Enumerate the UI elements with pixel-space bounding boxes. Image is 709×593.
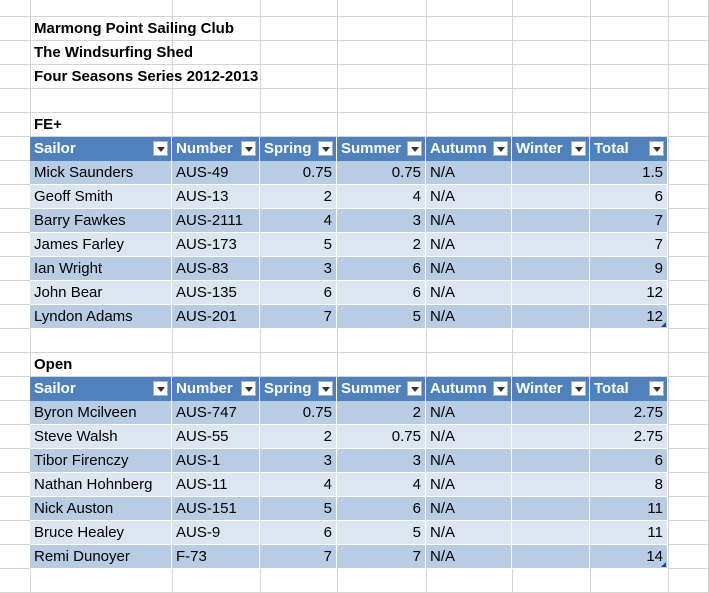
cell-autumn[interactable]	[426, 497, 512, 521]
cell-spring[interactable]	[260, 305, 337, 329]
cell-sailor[interactable]	[30, 161, 172, 185]
cell-total-text: 14	[646, 548, 663, 565]
cell-summer-text: 6	[412, 500, 421, 517]
cell-summer[interactable]	[337, 449, 426, 473]
header-autumn[interactable]	[426, 377, 512, 401]
header-number-text: Number	[176, 140, 233, 157]
cell-number-text: AUS-9	[176, 524, 221, 541]
cell-sailor[interactable]	[30, 545, 172, 569]
cell-total-text: 7	[654, 212, 663, 229]
cell-spring[interactable]	[260, 521, 337, 545]
cell-autumn[interactable]	[426, 401, 512, 425]
title-cell[interactable]	[30, 17, 337, 41]
cell-number[interactable]	[172, 161, 260, 185]
cell-total-text: 6	[654, 188, 663, 205]
title-cell[interactable]	[30, 41, 337, 65]
cell-spring-text: 0.75	[302, 164, 332, 181]
header-summer-text: Summer	[341, 140, 402, 157]
cell-summer[interactable]	[337, 473, 426, 497]
table-label[interactable]	[30, 353, 172, 377]
cell-total-text: 12	[646, 284, 663, 301]
cell-total[interactable]	[590, 449, 668, 473]
cell-autumn-text: N/A	[430, 260, 456, 277]
cell-number-text: AUS-173	[176, 236, 237, 253]
cell-number[interactable]	[172, 257, 260, 281]
cell-sailor[interactable]	[30, 473, 172, 497]
cell-number-text: AUS-13	[176, 188, 229, 205]
cell-summer[interactable]	[337, 497, 426, 521]
cell-sailor-text: Geoff Smith	[34, 188, 113, 205]
cell-winter[interactable]	[512, 305, 590, 329]
header-number[interactable]	[172, 137, 260, 161]
cell-autumn[interactable]	[426, 425, 512, 449]
cell-autumn-text: N/A	[430, 188, 456, 205]
cell-total[interactable]	[590, 305, 668, 329]
cell-sailor-text: Nathan Hohnberg	[34, 476, 153, 493]
cell-number[interactable]	[172, 233, 260, 257]
cell-number[interactable]	[172, 281, 260, 305]
cell-number-text: AUS-55	[176, 428, 229, 445]
cell-autumn-text: N/A	[430, 212, 456, 229]
cell-number[interactable]	[172, 521, 260, 545]
header-spring-text: Spring	[264, 380, 312, 397]
cell-autumn-text: N/A	[430, 236, 456, 253]
cell-spring-text: 6	[323, 524, 332, 541]
cell-summer-text: 3	[412, 452, 421, 469]
filter-dropdown-icon[interactable]	[241, 141, 256, 156]
cell-number[interactable]	[172, 305, 260, 329]
cell-sailor[interactable]	[30, 209, 172, 233]
cell-sailor[interactable]	[30, 257, 172, 281]
cell-summer[interactable]	[337, 233, 426, 257]
cell-total[interactable]	[590, 233, 668, 257]
cell-spring[interactable]	[260, 497, 337, 521]
cell-summer-text: 3	[412, 212, 421, 229]
cell-spring[interactable]	[260, 425, 337, 449]
cell-summer[interactable]	[337, 281, 426, 305]
cell-number[interactable]	[172, 185, 260, 209]
cell-number-text: AUS-201	[176, 308, 237, 325]
header-winter[interactable]	[512, 377, 590, 401]
table-label[interactable]	[30, 113, 172, 137]
cell-summer[interactable]	[337, 257, 426, 281]
header-total-text: Total	[594, 140, 629, 157]
cell-total-text: 11	[647, 524, 663, 541]
header-spring[interactable]	[260, 137, 337, 161]
cell-autumn[interactable]	[426, 209, 512, 233]
cell-autumn[interactable]	[426, 233, 512, 257]
filter-dropdown-icon[interactable]	[493, 141, 508, 156]
cell-autumn-text: N/A	[430, 476, 456, 493]
cell-autumn[interactable]	[426, 305, 512, 329]
cell-sailor-text: Steve Walsh	[34, 428, 118, 445]
cell-total[interactable]	[590, 257, 668, 281]
cell-summer[interactable]	[337, 425, 426, 449]
filter-dropdown-icon[interactable]	[407, 381, 422, 396]
cell-number[interactable]	[172, 401, 260, 425]
cell-summer-text: 6	[412, 260, 421, 277]
cell-spring[interactable]	[260, 473, 337, 497]
cell-winter[interactable]	[512, 161, 590, 185]
header-number-text: Number	[176, 380, 233, 397]
cell-number[interactable]	[172, 473, 260, 497]
cell-total[interactable]	[590, 425, 668, 449]
filter-dropdown-icon[interactable]	[649, 141, 664, 156]
title-cell-text: Marmong Point Sailing Club	[34, 20, 234, 37]
cell-total[interactable]	[590, 497, 668, 521]
cell-sailor-text: Ian Wright	[34, 260, 103, 277]
header-summer[interactable]	[337, 137, 426, 161]
cell-autumn-text: N/A	[430, 428, 456, 445]
cell-sailor[interactable]	[30, 305, 172, 329]
cell-spring-text: 0.75	[302, 404, 332, 421]
cell-autumn-text: N/A	[430, 284, 456, 301]
table-label-text: FE+	[34, 116, 62, 133]
cell-sailor-text: Bruce Healey	[34, 524, 125, 541]
cell-total[interactable]	[590, 401, 668, 425]
cell-autumn-text: N/A	[430, 452, 456, 469]
cell-number-text: AUS-49	[176, 164, 229, 181]
header-winter-text: Winter	[516, 140, 563, 157]
cell-winter[interactable]	[512, 281, 590, 305]
cell-spring-text: 5	[323, 500, 332, 517]
cell-total[interactable]	[590, 521, 668, 545]
cell-autumn[interactable]	[426, 281, 512, 305]
cell-spring[interactable]	[260, 281, 337, 305]
cell-total[interactable]	[590, 473, 668, 497]
cell-autumn[interactable]	[426, 545, 512, 569]
cell-spring-text: 3	[323, 452, 332, 469]
title-cell-text: The Windsurfing Shed	[34, 44, 194, 61]
cell-summer-text: 2	[412, 236, 421, 253]
cell-total-text: 1.5	[642, 164, 663, 181]
cell-number-text: F-73	[176, 548, 207, 565]
cell-number[interactable]	[172, 209, 260, 233]
cell-number-text: AUS-83	[176, 260, 229, 277]
cell-total-text: 9	[654, 260, 663, 277]
cell-number[interactable]	[172, 545, 260, 569]
header-sailor[interactable]	[30, 377, 172, 401]
cell-sailor-text: Nick Auston	[34, 500, 114, 517]
header-winter[interactable]	[512, 137, 590, 161]
filter-dropdown-icon[interactable]	[493, 381, 508, 396]
cell-summer[interactable]	[337, 401, 426, 425]
cell-summer-text: 7	[412, 548, 421, 565]
header-autumn-text: Autumn	[430, 380, 487, 397]
cell-winter[interactable]	[512, 425, 590, 449]
cell-spring-text: 6	[323, 284, 332, 301]
title-cell[interactable]	[30, 65, 337, 89]
table-resize-handle-icon[interactable]	[661, 322, 666, 327]
cell-spring[interactable]	[260, 257, 337, 281]
header-autumn-text: Autumn	[430, 140, 487, 157]
cell-number-text: AUS-135	[176, 284, 237, 301]
cell-sailor[interactable]	[30, 185, 172, 209]
cell-autumn[interactable]	[426, 161, 512, 185]
cell-spring-text: 2	[323, 428, 332, 445]
cell-spring[interactable]	[260, 233, 337, 257]
cell-spring[interactable]	[260, 401, 337, 425]
cell-spring-text: 4	[323, 212, 332, 229]
cell-spring-text: 7	[323, 548, 332, 565]
cell-total[interactable]	[590, 545, 668, 569]
cell-number-text: AUS-747	[176, 404, 237, 421]
header-spring[interactable]	[260, 377, 337, 401]
cell-total-text: 8	[654, 476, 663, 493]
cell-number[interactable]	[172, 425, 260, 449]
cell-sailor[interactable]	[30, 521, 172, 545]
cell-sailor-text: John Bear	[34, 284, 103, 301]
cell-sailor[interactable]	[30, 425, 172, 449]
header-sailor-text: Sailor	[34, 380, 76, 397]
header-summer[interactable]	[337, 377, 426, 401]
cell-sailor-text: Byron Mcilveen	[34, 404, 137, 421]
filter-dropdown-icon[interactable]	[153, 381, 168, 396]
cell-sailor[interactable]	[30, 281, 172, 305]
cell-total-text: 12	[646, 308, 663, 325]
cell-summer-text: 4	[412, 476, 421, 493]
cell-spring[interactable]	[260, 209, 337, 233]
cell-total-text: 2.75	[633, 428, 663, 445]
cell-winter[interactable]	[512, 185, 590, 209]
cell-spring-text: 4	[323, 476, 332, 493]
header-total[interactable]	[590, 137, 668, 161]
cell-summer-text: 0.75	[391, 428, 421, 445]
cell-sailor[interactable]	[30, 449, 172, 473]
header-spring-text: Spring	[264, 140, 312, 157]
table-label-text: Open	[34, 356, 73, 373]
cell-number[interactable]	[172, 449, 260, 473]
cell-total[interactable]	[590, 209, 668, 233]
header-total-text: Total	[594, 380, 629, 397]
header-summer-text: Summer	[341, 380, 402, 397]
cell-summer[interactable]	[337, 305, 426, 329]
header-sailor-text: Sailor	[34, 140, 76, 157]
cell-number[interactable]	[172, 497, 260, 521]
header-winter-text: Winter	[516, 380, 563, 397]
header-autumn[interactable]	[426, 137, 512, 161]
cell-autumn[interactable]	[426, 257, 512, 281]
cell-autumn-text: N/A	[430, 500, 456, 517]
cell-summer[interactable]	[337, 521, 426, 545]
filter-dropdown-icon[interactable]	[318, 381, 333, 396]
title-cell-text: Four Seasons Series 2012-2013	[34, 68, 259, 85]
cell-sailor-text: Remi Dunoyer	[34, 548, 130, 565]
cell-spring[interactable]	[260, 161, 337, 185]
cell-sailor-text: Tibor Firenczy	[34, 452, 129, 469]
filter-dropdown-icon[interactable]	[153, 141, 168, 156]
cell-autumn-text: N/A	[430, 308, 456, 325]
cell-autumn-text: N/A	[430, 524, 456, 541]
cell-spring-text: 7	[323, 308, 332, 325]
cell-winter[interactable]	[512, 473, 590, 497]
cell-winter[interactable]	[512, 257, 590, 281]
cell-spring[interactable]	[260, 185, 337, 209]
cell-winter[interactable]	[512, 497, 590, 521]
cell-spring-text: 3	[323, 260, 332, 277]
cell-total-text: 6	[654, 452, 663, 469]
cell-summer-text: 5	[412, 308, 421, 325]
cell-summer-text: 5	[412, 524, 421, 541]
cell-summer-text: 0.75	[391, 164, 421, 181]
cell-total[interactable]	[590, 281, 668, 305]
cell-autumn-text: N/A	[430, 548, 456, 565]
filter-dropdown-icon[interactable]	[649, 381, 664, 396]
filter-dropdown-icon[interactable]	[407, 141, 422, 156]
cell-autumn-text: N/A	[430, 404, 456, 421]
cell-number-text: AUS-1	[176, 452, 221, 469]
filter-dropdown-icon[interactable]	[318, 141, 333, 156]
header-total[interactable]	[590, 377, 668, 401]
filter-dropdown-icon[interactable]	[571, 141, 586, 156]
cell-winter[interactable]	[512, 449, 590, 473]
cell-autumn-text: N/A	[430, 164, 456, 181]
cell-total-text: 2.75	[633, 404, 663, 421]
header-sailor[interactable]	[30, 137, 172, 161]
cell-sailor[interactable]	[30, 233, 172, 257]
cell-autumn[interactable]	[426, 473, 512, 497]
cell-number-text: AUS-11	[176, 476, 228, 493]
cell-autumn[interactable]	[426, 521, 512, 545]
cell-summer[interactable]	[337, 161, 426, 185]
cell-total-text: 11	[647, 500, 663, 517]
cell-number-text: AUS-151	[176, 500, 237, 517]
cell-total[interactable]	[590, 161, 668, 185]
cell-summer-text: 2	[412, 404, 421, 421]
cell-sailor[interactable]	[30, 497, 172, 521]
cell-summer[interactable]	[337, 545, 426, 569]
filter-dropdown-icon[interactable]	[571, 381, 586, 396]
header-number[interactable]	[172, 377, 260, 401]
filter-dropdown-icon[interactable]	[241, 381, 256, 396]
cell-sailor[interactable]	[30, 401, 172, 425]
cell-autumn[interactable]	[426, 449, 512, 473]
cell-sailor-text: Mick Saunders	[34, 164, 134, 181]
cell-spring-text: 5	[323, 236, 332, 253]
cell-winter[interactable]	[512, 401, 590, 425]
cell-total[interactable]	[590, 185, 668, 209]
cell-spring[interactable]	[260, 545, 337, 569]
cell-sailor-text: James Farley	[34, 236, 125, 253]
cell-spring[interactable]	[260, 449, 337, 473]
cell-summer-text: 4	[412, 188, 421, 205]
cell-total-text: 7	[654, 236, 663, 253]
cell-winter[interactable]	[512, 545, 590, 569]
cell-winter[interactable]	[512, 209, 590, 233]
cell-number-text: AUS-2111	[176, 212, 243, 229]
cell-winter[interactable]	[512, 521, 590, 545]
table-resize-handle-icon[interactable]	[661, 562, 666, 567]
cell-sailor-text: Barry Fawkes	[34, 212, 126, 229]
cell-summer-text: 6	[412, 284, 421, 301]
cell-winter[interactable]	[512, 233, 590, 257]
cell-spring-text: 2	[323, 188, 332, 205]
cell-autumn[interactable]	[426, 185, 512, 209]
cell-sailor-text: Lyndon Adams	[34, 308, 133, 325]
cell-summer[interactable]	[337, 185, 426, 209]
cell-summer[interactable]	[337, 209, 426, 233]
